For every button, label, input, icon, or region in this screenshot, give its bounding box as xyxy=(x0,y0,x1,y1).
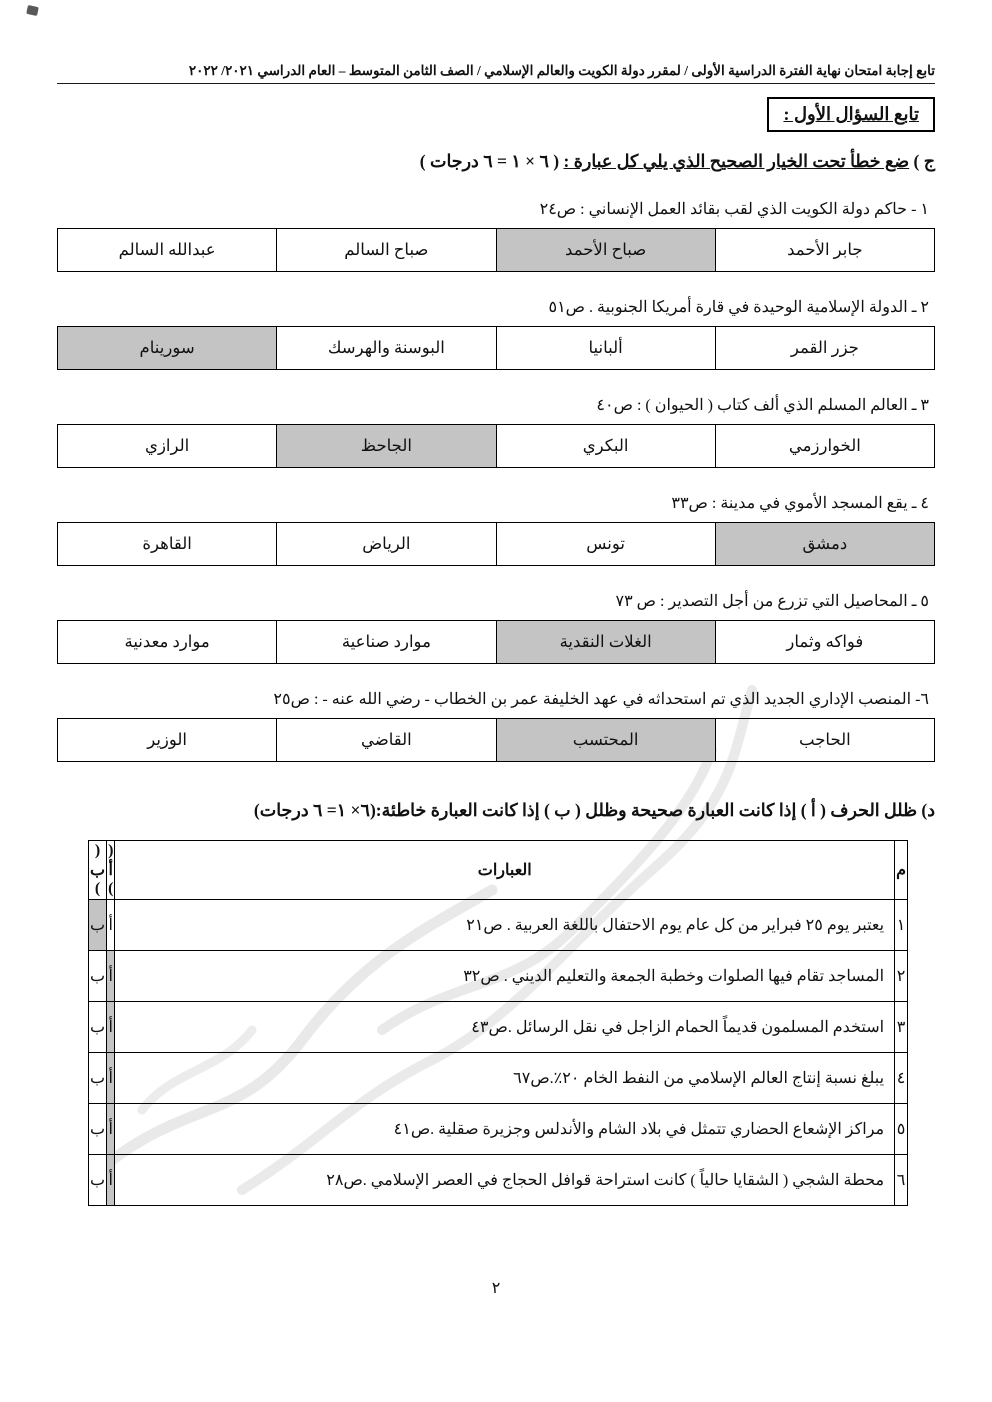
section-d-heading: د) ظلل الحرف ( أ ) إذا كانت العبارة صحيحة وظلل ( ب ) إذا كانت العبارة خاطئة:(٦× ١= ٦ درجات) xyxy=(253,799,935,820)
row-number: ٥ xyxy=(895,1104,908,1155)
option-cell: الخوارزمي xyxy=(715,424,934,467)
answer-a-cell: أ xyxy=(107,1002,115,1053)
answer-b-cell: ب xyxy=(89,900,107,951)
header-choice-a: ( أ ) xyxy=(107,841,115,900)
option-cell: جزر القمر xyxy=(715,326,934,369)
options-table xyxy=(57,620,935,664)
options-table xyxy=(57,718,935,762)
section-c-heading xyxy=(57,149,935,174)
answer-a-cell: أ xyxy=(107,951,115,1002)
statement-cell: يبلغ نسبة إنتاج العالم الإسلامي من النفط الخام ٢٠٪.ص٦٧ xyxy=(115,1053,895,1104)
option-cell: القاهرة xyxy=(58,522,277,565)
answer-a-cell: أ xyxy=(107,1104,115,1155)
header-statements: العبارات xyxy=(115,841,895,900)
option-cell: صباح الأحمد xyxy=(496,228,715,271)
option-cell: الرياض xyxy=(277,522,496,565)
option-cell: موارد معدنية xyxy=(58,620,277,663)
statement-cell: مراكز الإشعاع الحضاري تتمثل في بلاد الشام والأندلس وجزيرة صقلية .ص٤١ xyxy=(115,1104,895,1155)
true-false-table xyxy=(88,840,908,1206)
answer-b-cell: ب xyxy=(89,1002,107,1053)
option-cell: الحاجب xyxy=(715,718,934,761)
mcq-question-6 xyxy=(57,689,935,762)
option-cell: البوسنة والهرسك xyxy=(277,326,496,369)
option-cell: دمشق xyxy=(715,522,934,565)
table-header-row xyxy=(89,841,908,900)
table-row xyxy=(58,522,935,565)
question-statement: ٣ ـ العالم المسلم الذي ألف كتاب ( الحيوان ) : ص٤٠ xyxy=(596,396,929,414)
mcq-question-2 xyxy=(57,297,935,370)
option-cell: الغلات النقدية xyxy=(496,620,715,663)
option-cell: عبدالله السالم xyxy=(58,228,277,271)
option-cell: موارد صناعية xyxy=(277,620,496,663)
section-c-label: ج ) xyxy=(913,151,935,172)
answer-a-cell: أ xyxy=(107,1155,115,1206)
page-number: ٢ xyxy=(491,1280,501,1297)
row-number: ٤ xyxy=(895,1053,908,1104)
answer-b-cell: ب xyxy=(89,951,107,1002)
option-cell: فواكه وثمار xyxy=(715,620,934,663)
table-row xyxy=(89,1104,908,1155)
option-cell: جابر الأحمد xyxy=(715,228,934,271)
option-cell: تونس xyxy=(496,522,715,565)
option-cell: سورينام xyxy=(58,326,277,369)
statement-cell: محطة الشجي ( الشقايا حالياً ) كانت استراحة قوافل الحجاج في العصر الإسلامي .ص٢٨ xyxy=(115,1155,895,1206)
document-header: تابع إجابة امتحان نهاية الفترة الدراسية الأولى / لمقرر دولة الكويت والعالم الإسلامي / الصف الثامن المتوسط – العام الدراسي ٢٠٢١/ ٢٠٢٢ xyxy=(57,62,935,84)
table-row xyxy=(58,424,935,467)
table-row xyxy=(89,1053,908,1104)
option-cell: صباح السالم xyxy=(277,228,496,271)
question-statement: ٤ ـ يقع المسجد الأموي في مدينة : ص٣٣ xyxy=(671,494,929,512)
continuation-title: تابع السؤال الأول : xyxy=(767,97,935,132)
table-row xyxy=(58,718,935,761)
answer-b-cell: ب xyxy=(89,1104,107,1155)
options-table xyxy=(57,424,935,468)
header-choice-b: ( ب ) xyxy=(89,841,107,900)
row-number: ٦ xyxy=(895,1155,908,1206)
table-row xyxy=(89,1002,908,1053)
table-row xyxy=(58,228,935,271)
statement-cell: يعتبر يوم ٢٥ فبراير من كل عام يوم الاحتفال باللغة العربية . ص٢١ xyxy=(115,900,895,951)
mcq-question-1 xyxy=(57,199,935,272)
options-table xyxy=(57,522,935,566)
option-cell: ألبانيا xyxy=(496,326,715,369)
section-c-points: ( ٦ × ١ = ٦ درجات ) xyxy=(419,151,560,172)
answer-b-cell: ب xyxy=(89,1053,107,1104)
option-cell: القاضي xyxy=(277,718,496,761)
table-row xyxy=(89,951,908,1002)
question-statement: ٦- المنصب الإداري الجديد الذي تم استحداثه في عهد الخليفة عمر بن الخطاب - رضي الله عنه - : ص٢٥ xyxy=(273,690,929,708)
answer-a-cell: أ xyxy=(107,1053,115,1104)
header-number: م xyxy=(895,841,908,900)
row-number: ٢ xyxy=(895,951,908,1002)
row-number: ١ xyxy=(895,900,908,951)
section-c-instruction: ضع خطأ تحت الخيار الصحيح الذي يلي كل عبارة : xyxy=(563,151,910,172)
table-row xyxy=(89,900,908,951)
answer-a-cell: أ xyxy=(107,900,115,951)
answer-b-cell: ب xyxy=(89,1155,107,1206)
row-number: ٣ xyxy=(895,1002,908,1053)
option-cell: البكري xyxy=(496,424,715,467)
question-statement: ١ - حاكم دولة الكويت الذي لقب بقائد العمل الإنساني : ص٢٤ xyxy=(539,200,929,218)
question-statement: ٥ ـ المحاصيل التي تزرع من أجل التصدير : ص ٧٣ xyxy=(615,592,929,610)
table-row xyxy=(89,1155,908,1206)
options-table xyxy=(57,326,935,370)
scan-artifact xyxy=(26,5,39,16)
mcq-question-5 xyxy=(57,591,935,664)
option-cell: المحتسب xyxy=(496,718,715,761)
option-cell: الوزير xyxy=(58,718,277,761)
option-cell: الرازي xyxy=(58,424,277,467)
mcq-question-4 xyxy=(57,493,935,566)
table-row xyxy=(58,620,935,663)
question-statement: ٢ ـ الدولة الإسلامية الوحيدة في قارة أمريكا الجنوبية . ص٥١ xyxy=(548,298,929,316)
statement-cell: استخدم المسلمون قديماً الحمام الزاجل في نقل الرسائل .ص٤٣ xyxy=(115,1002,895,1053)
options-table xyxy=(57,228,935,272)
statement-cell: المساجد تقام فيها الصلوات وخطبة الجمعة والتعليم الديني . ص٣٢ xyxy=(115,951,895,1002)
mcq-question-3 xyxy=(57,395,935,468)
table-row xyxy=(58,326,935,369)
option-cell: الجاحظ xyxy=(277,424,496,467)
